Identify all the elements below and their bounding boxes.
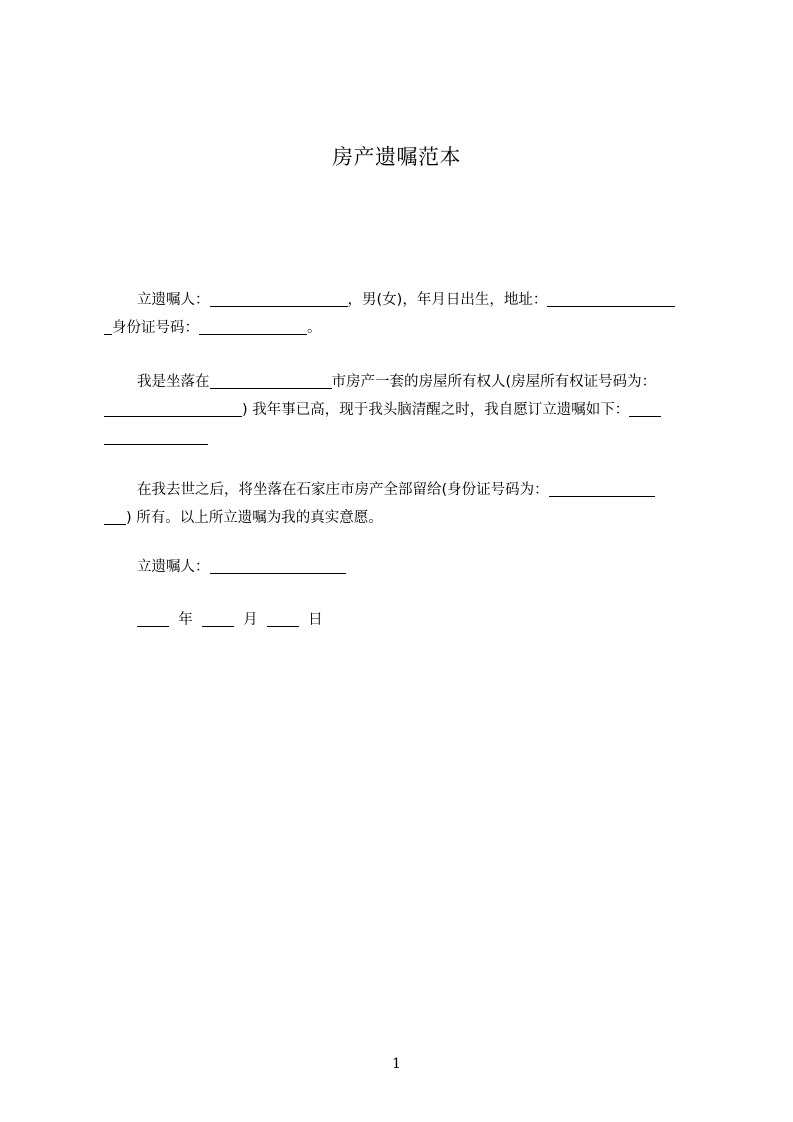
signature-blank[interactable]	[210, 559, 346, 574]
heir-id-blank[interactable]	[549, 482, 655, 497]
paragraph1-end: 。	[307, 320, 322, 336]
will-content-blank[interactable]	[629, 402, 661, 417]
declaration-text: ) 我年事已高，现于我头脑清醒之时，我自愿订立遗嘱如下：	[242, 402, 630, 418]
signature-line	[104, 553, 704, 581]
paragraph-property-declaration	[104, 368, 704, 452]
property-location-blank[interactable]	[210, 374, 332, 389]
will-content-blank-continued[interactable]	[104, 430, 208, 445]
day-label: 日	[308, 612, 323, 628]
month-blank[interactable]	[202, 612, 234, 627]
day-blank[interactable]	[267, 612, 299, 627]
month-label: 月	[243, 612, 258, 628]
address-blank-continued[interactable]	[104, 320, 112, 335]
paragraph-testator-info	[104, 286, 704, 342]
paragraph-inheritance	[104, 476, 704, 532]
inheritance-text: 在我去世之后，将坐落在石家庄市房产全部留给(身份证号码为：	[137, 482, 549, 498]
page-number: 1	[392, 1056, 401, 1072]
id-number-blank[interactable]	[199, 320, 307, 335]
owner-text: 市房产一套的房屋所有权人(房屋所有权证号码为：	[331, 374, 657, 390]
date-line	[104, 606, 704, 634]
year-label: 年	[178, 612, 193, 628]
document-title: 房产遗嘱范本	[332, 145, 461, 169]
year-blank[interactable]	[137, 612, 169, 627]
testator-label: 立遗嘱人：	[137, 292, 210, 308]
property-certificate-blank[interactable]	[104, 402, 242, 417]
id-number-label: 身份证号码：	[112, 320, 199, 336]
located-at-text: 我是坐落在	[137, 374, 210, 390]
heir-id-blank-continued[interactable]	[104, 510, 126, 525]
inheritance-end-text: ) 所有。以上所立遗嘱为我的真实意愿。	[126, 510, 383, 526]
signature-label: 立遗嘱人：	[137, 559, 210, 575]
gender-birth-text: ，男(女)，年月日出生，地址：	[347, 292, 548, 308]
address-blank[interactable]	[547, 292, 675, 307]
testator-name-blank[interactable]	[210, 292, 348, 307]
